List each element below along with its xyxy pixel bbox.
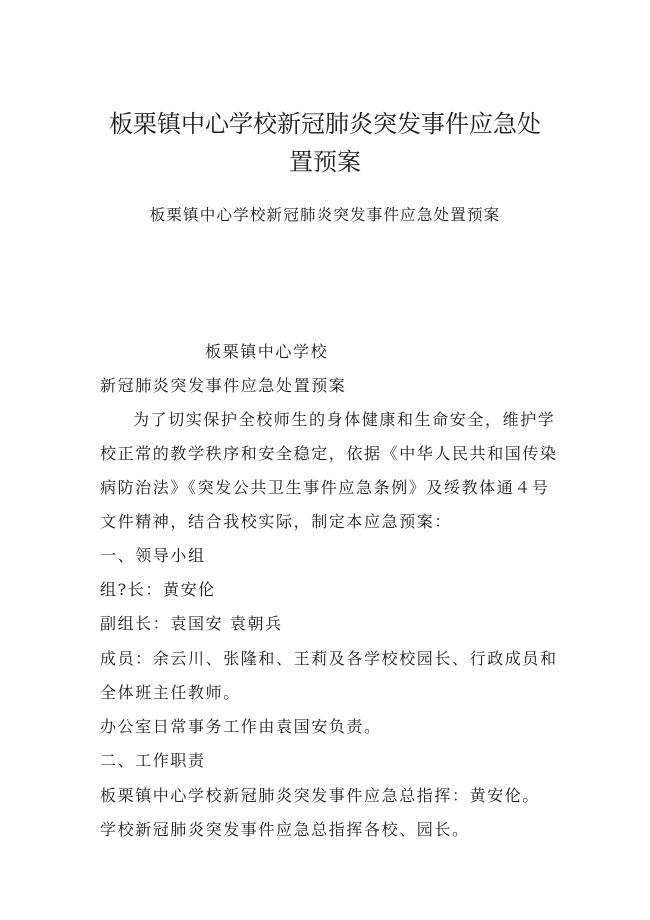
duties-line-2: 学校新冠肺炎突发事件应急总指挥各校、园长。 [100,820,470,839]
intro-paragraph-line-4: 文件精神，结合我校实际，制定本应急预案： [100,512,453,531]
intro-paragraph-line-3: 病防治法》《突发公共卫生事件应急条例》及绥教体通４号 [100,478,550,497]
office-line: 办公室日常事务工作由袁国安负责。 [100,717,382,736]
leader-line: 组?长：黄安伦 [100,580,216,599]
document-title-line-2: 置预案 [289,148,361,176]
plan-name-line: 新冠肺炎突发事件应急处置预案 [100,376,347,395]
members-line-2: 全体班主任教师。 [100,683,241,702]
document-title-line-1: 板栗镇中心学校新冠肺炎突发事件应急处 [109,110,541,138]
duties-line-1: 板栗镇中心学校新冠肺炎突发事件应急总指挥：黄安伦。 [100,786,541,805]
section-heading-leadership: 一、领导小组 [100,546,206,565]
document-subtitle: 板栗镇中心学校新冠肺炎突发事件应急处置预案 [149,206,501,224]
organization-line: 板栗镇中心学校 [205,342,329,361]
members-line-1: 成员：余云川、张隆和、王莉及各学校校园长、行政成员和 [100,649,558,668]
intro-paragraph-line-2: 校正常的教学秩序和安全稳定，依据《中华人民共和国传染 [100,444,558,463]
deputy-leader-line: 副组长：袁国安 袁朝兵 [100,614,283,633]
section-heading-duties: 二、工作职责 [100,751,206,770]
intro-paragraph-line-1: 为了切实保护全校师生的身体健康和生命安全，维护学 [133,410,556,429]
